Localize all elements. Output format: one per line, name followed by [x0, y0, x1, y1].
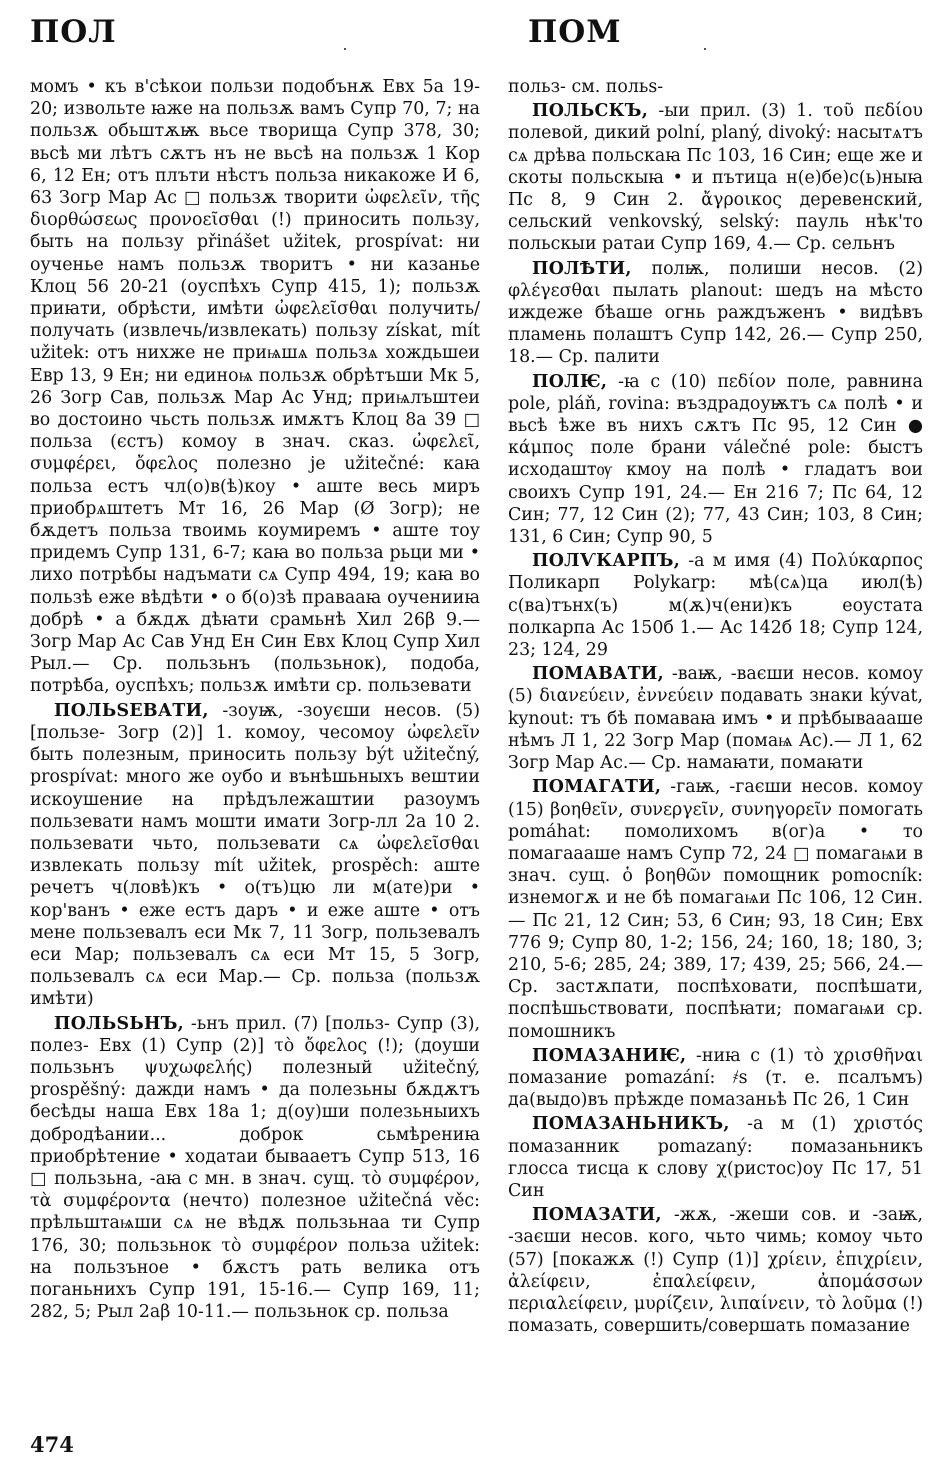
entry-body: -а м (1) χριστός помазанник pomazaný: помазаньникъ глосса тисца к слову χ(ристос)оу Пс 17, 51 Син: [508, 1114, 923, 1201]
dictionary-entry: [30, 1013, 480, 1324]
entry-body: -зоуѭ, -зоуєши несов. (5) [пользе- Зогр (2)] 1. комоу, чесомоу ὠφελεῖν быть полезным, приносить пользу být užitečný, prospívat: много же оубо и вънѣшьныхъ вештии искоушение на прѣдълежаштии разоумъ пользевати намъ мошти имати Зогр-лл 2а 10 2. пользевати чьто, пользевати сѧ ὠφελεῖσθαι извлекать пользу mít užitek, prospěch: аште речетъ ч(ловѣ)къ • о(тъ)цю ли м(ате)ри • кор'ванъ • еже естъ даръ • и еже аште • отъ мене пользевалъ еси Мк 7, 11 Зогр, пользевалъ еси Мар; пользевалъ сѧ еси Мт 15, 5 Зогр, пользевалъ сѧ еси Мар.— Ср. польза (пользѫ имѣти): [30, 700, 480, 1010]
entry-headword: ПОЛѴКАРПЪ,: [532, 551, 681, 572]
dictionary-entry: [508, 1045, 923, 1112]
dictionary-entry: [508, 1113, 923, 1202]
entry-body: полѭ, полиши несов. (2) φλέγεσθαι пылать planout: шедъ на мѣсто иждеже бѣаше огнь раждъженъ • видѣвъ пламень полаштъ Супр 142, 26.— Супр 250, 18.— Ср. палити: [508, 258, 924, 368]
dictionary-entry: [508, 258, 923, 369]
entry-body: -ꙗ с (10) πεδίον поле, равнина pole, pláň, rovina: въздрадоуѭтъ сѧ полѣ • и вьсѣ ѣже въ нихъ сѫтъ Пс 95, 12 Син ● κάμπος поле брани válečné pole: быстъ исходаштѹ кмоу на полѣ • гладатъ вои своихъ Супр 191, 24.— Ен 216 7; Пс 64, 12 Син; 77, 12 Син (2); 77, 43 Син; 103, 8 Син; 131, 6 Син; Супр 90, 5: [508, 371, 924, 548]
entry-body: момъ • къ в'сѣкои пользи подобънѫ Евх 5а 19-20; извольте ꙗже на пользѫ вамъ Супр 70, 7; на пользѫ обьштѫѭ вьсе творища Супр 378, 30; вьсѣ ми лѣтъ сѫтъ нъ не вьсѣ на пользѫ 1 Кор 6, 12 Ен; отъ плъти нѣстъ польза никакоже И 6, 63 Зогр Мар Ас □ пользѫ творити ὠφελεῖν, τῆς διορθώσεως προνοεῖσθαι (!) приносить пользу, быть на пользу přinášet užitek, prospívat: ни оученье намъ пользѫ творитъ • ни казанье Клоц 56 20-21 (оуспѣхъ Супр 415, 1); пользѫ приꙗти, обрѣсти, имѣти ὠφελεῖσθαι получить/получать (извлечь/извлекать) пользу získat, mít užitek: отъ нихже не приѩшѧ пользѧ хождьшеи Евр 13, 9 Ен; ни единоѩ пользѫ обрѣтъши Мк 5, 26 Зогр Сав, пользѫ Мар Ас Унд; приѩлъштеи во достоино чьсть пользѫ имѫтъ Клоц 8а 39 □ польза (єстъ) комоу в знач. сказ. ὠφελεῖ, συμφέρει, ὄφελος полезно je užitečné: каꙗ пользa естъ чл(о)в(ѣ)коу • аште весь миръ приобрѧштетъ Мт 16, 26 Мар (Ø Зогр); не бѫдетъ польза твоимь коумиремъ • аште тоу придемъ Супр 131, 6-7; каꙗ во польза рьци ми • лихо потрѣбы надъмати сѧ Супр 494, 19; каꙗ во пользѣ еже вѣдѣти • о б(о)зѣ правааꙗ оученииꙗ добрѣ • а бѫдѫ дѣꙗти срамьнѣ Хил 26β 9.— Зогр Мар Ас Сав Унд Ен Син Евх Клоц Супр Хил Рыл.— Ср. пользьнъ (пользьнок), подоба, потрѣба, оуспѣхъ; пользѫ имѣти ср. пользевати: [30, 77, 480, 697]
dictionary-entry: [508, 550, 923, 661]
entry-headword: ПОЛЬЅЕВАТИ,: [54, 700, 209, 721]
entry-headword: ПОЛЬЅЬНЪ,: [54, 1013, 185, 1034]
dictionary-entry: [508, 100, 923, 255]
entry-body: польз- см. польѕ-: [508, 77, 664, 97]
dictionary-entry: [508, 776, 923, 1042]
entry-body: -жѫ, -жеши сов. и -заѭ, -заєши несов. кого, чьто чимь; комоу чьто (57) [покажѫ (!) Супр (1)] χρίειν, ἐπιχρίειν, ἀλείφειν, ἐπαλείφειν, ἀπομάσσων περιαλείφειν, μυρίζειν, λιπαίνειν, τὸ λοῦμα (!) помазать, совершить/совершать помазание: [508, 1205, 924, 1337]
entry-headword: ПОМАЗАНИѤ,: [532, 1045, 687, 1066]
entry-body: -а м имя (4) Πολύκαρπος Поликарп Polykarp: мѣ(сѧ)ца июл(ѣ) с(ва)тънх(ъ) м(ѫ)ч(ени)къ еоустата полкарпа Ас 150б 1.— Ас 142б 18; Супр 124, 23; 124, 29: [508, 551, 924, 661]
entry-body: -ьнъ прил. (7) [польз- Супр (3), полез- Евх (1) Супр (2)] τὸ ὄφελος (!); (доуши пользьнъ ψυχωφελής) полезный užitečný, prospěšný: дажди намъ • да полезьны бѫдѫтъ бесѣды наша Евх 18а 1; д(оу)ши полезьныихъ добродѣании... доброк сьмѣрениꙗ приобрѣтение • ходатаи бывааетъ Супр 513, 16 □ пользьна, -аꙗ с мн. в знач. сущ. τὸ συμφέρον, τὰ συμφέροντα (нечто) полезное užitečná věc: прѣльштаѩши сѧ не вѣдѫ пользьнаа ти Супр 176, 30; пользьнок τὸ συμφέρον польза užitek: на пользъноe • бѫстъ рать велика отъ поганьнихъ Супр 191, 15-16.— Супр 169, 11; 282, 5; Рыл 2аβ 10-11.— пользьнок ср. польза: [30, 1013, 481, 1323]
print-mark: [704, 48, 706, 50]
cross-reference: [508, 76, 923, 98]
dictionary-entry: [508, 371, 923, 549]
entry-body: -ыи прил. (3) 1. τοῦ πεδίου полевой, дикий polní, planý, divoký: насытѧтъ сѧ дрѣва польскаꙗ Пс 103, 16 Син; еще же и скоты польскыꙗ • и пътица н(е)бе)с(ь)ныꙗ Пс 8, 9 Син 2. ἄγροικος деревенский, сельский venkovský, selský: пауль нѣк'то польскыи ратаи Супр 169, 4.— Ср. сельнъ: [508, 101, 924, 255]
right-guideword: ПОМ: [528, 14, 622, 50]
entry-body: -ваѭ, -ваєши несов. комоу (5) διανεύειν, ἐννεύειν подавать знаки kývat, kynout: тъ бѣ помаваꙗ имъ • и прѣбываааше нѣмъ Л 1, 22 Зогр Мар (помаѩ Ас).— Л 1, 62 Зогр Мар Ас.— Ср. намаꙗти, помаꙗти: [508, 664, 924, 774]
entry-body: -ниꙗ с (1) τὸ χρισθῆναι помазание pomazání: ҂ѕ (т. е. псалъмъ) да(выдо)въ прѣжде помазаньѣ Пс 26, 1 Син: [508, 1045, 923, 1111]
right-column: [508, 76, 923, 1339]
left-guideword: ПОЛ: [30, 14, 117, 50]
entry-body: -гаѭ, -гаєши несов. комоу (15) βοηθεῖν, συνεργεῖν, συνηγορεῖν помогать pomáhat: помолихомъ в(ог)а • то помагаааше намъ Супр 72, 24 □ помагаѩи в знач. сущ. ὁ βοηθῶν помощник pomocník: изнемогѫ и не бѣ помагаѩи Пс 106, 12 Син.— Пс 21, 12 Син; 53, 6 Син; 93, 18 Син; Евх 776 9; Супр 80, 1-2; 156, 24; 160, 18; 180, 3; 210, 5-6; 285, 24; 389, 17; 439, 25; 566, 24.— Ср. застѫпати, поспѣховати, поспѣшати, поспѣшьствовати, поспѣꙗти; помагаѩи ср. помошникъ: [508, 777, 924, 1042]
entry-headword: ПОМАВАТИ,: [532, 664, 664, 685]
entry-headword: ПОЛѤ,: [532, 371, 608, 392]
left-column: [30, 76, 480, 1325]
entry-headword: ПОМАЗАНЬНИКЪ,: [532, 1114, 730, 1135]
dictionary-entry: [508, 1204, 923, 1337]
dictionary-entry: [30, 700, 480, 1011]
page-number: 474: [30, 1432, 74, 1457]
entry-continuation: [30, 76, 480, 698]
entry-headword: ПОЛѢТИ,: [532, 258, 632, 279]
dictionary-entry: [508, 663, 923, 774]
entry-headword: ПОМАГАТИ,: [532, 777, 662, 798]
entry-headword: ПОМАЗАТИ,: [532, 1205, 662, 1226]
entry-headword: ПОЛЬСКЪ,: [532, 101, 649, 122]
print-mark: [344, 48, 346, 50]
